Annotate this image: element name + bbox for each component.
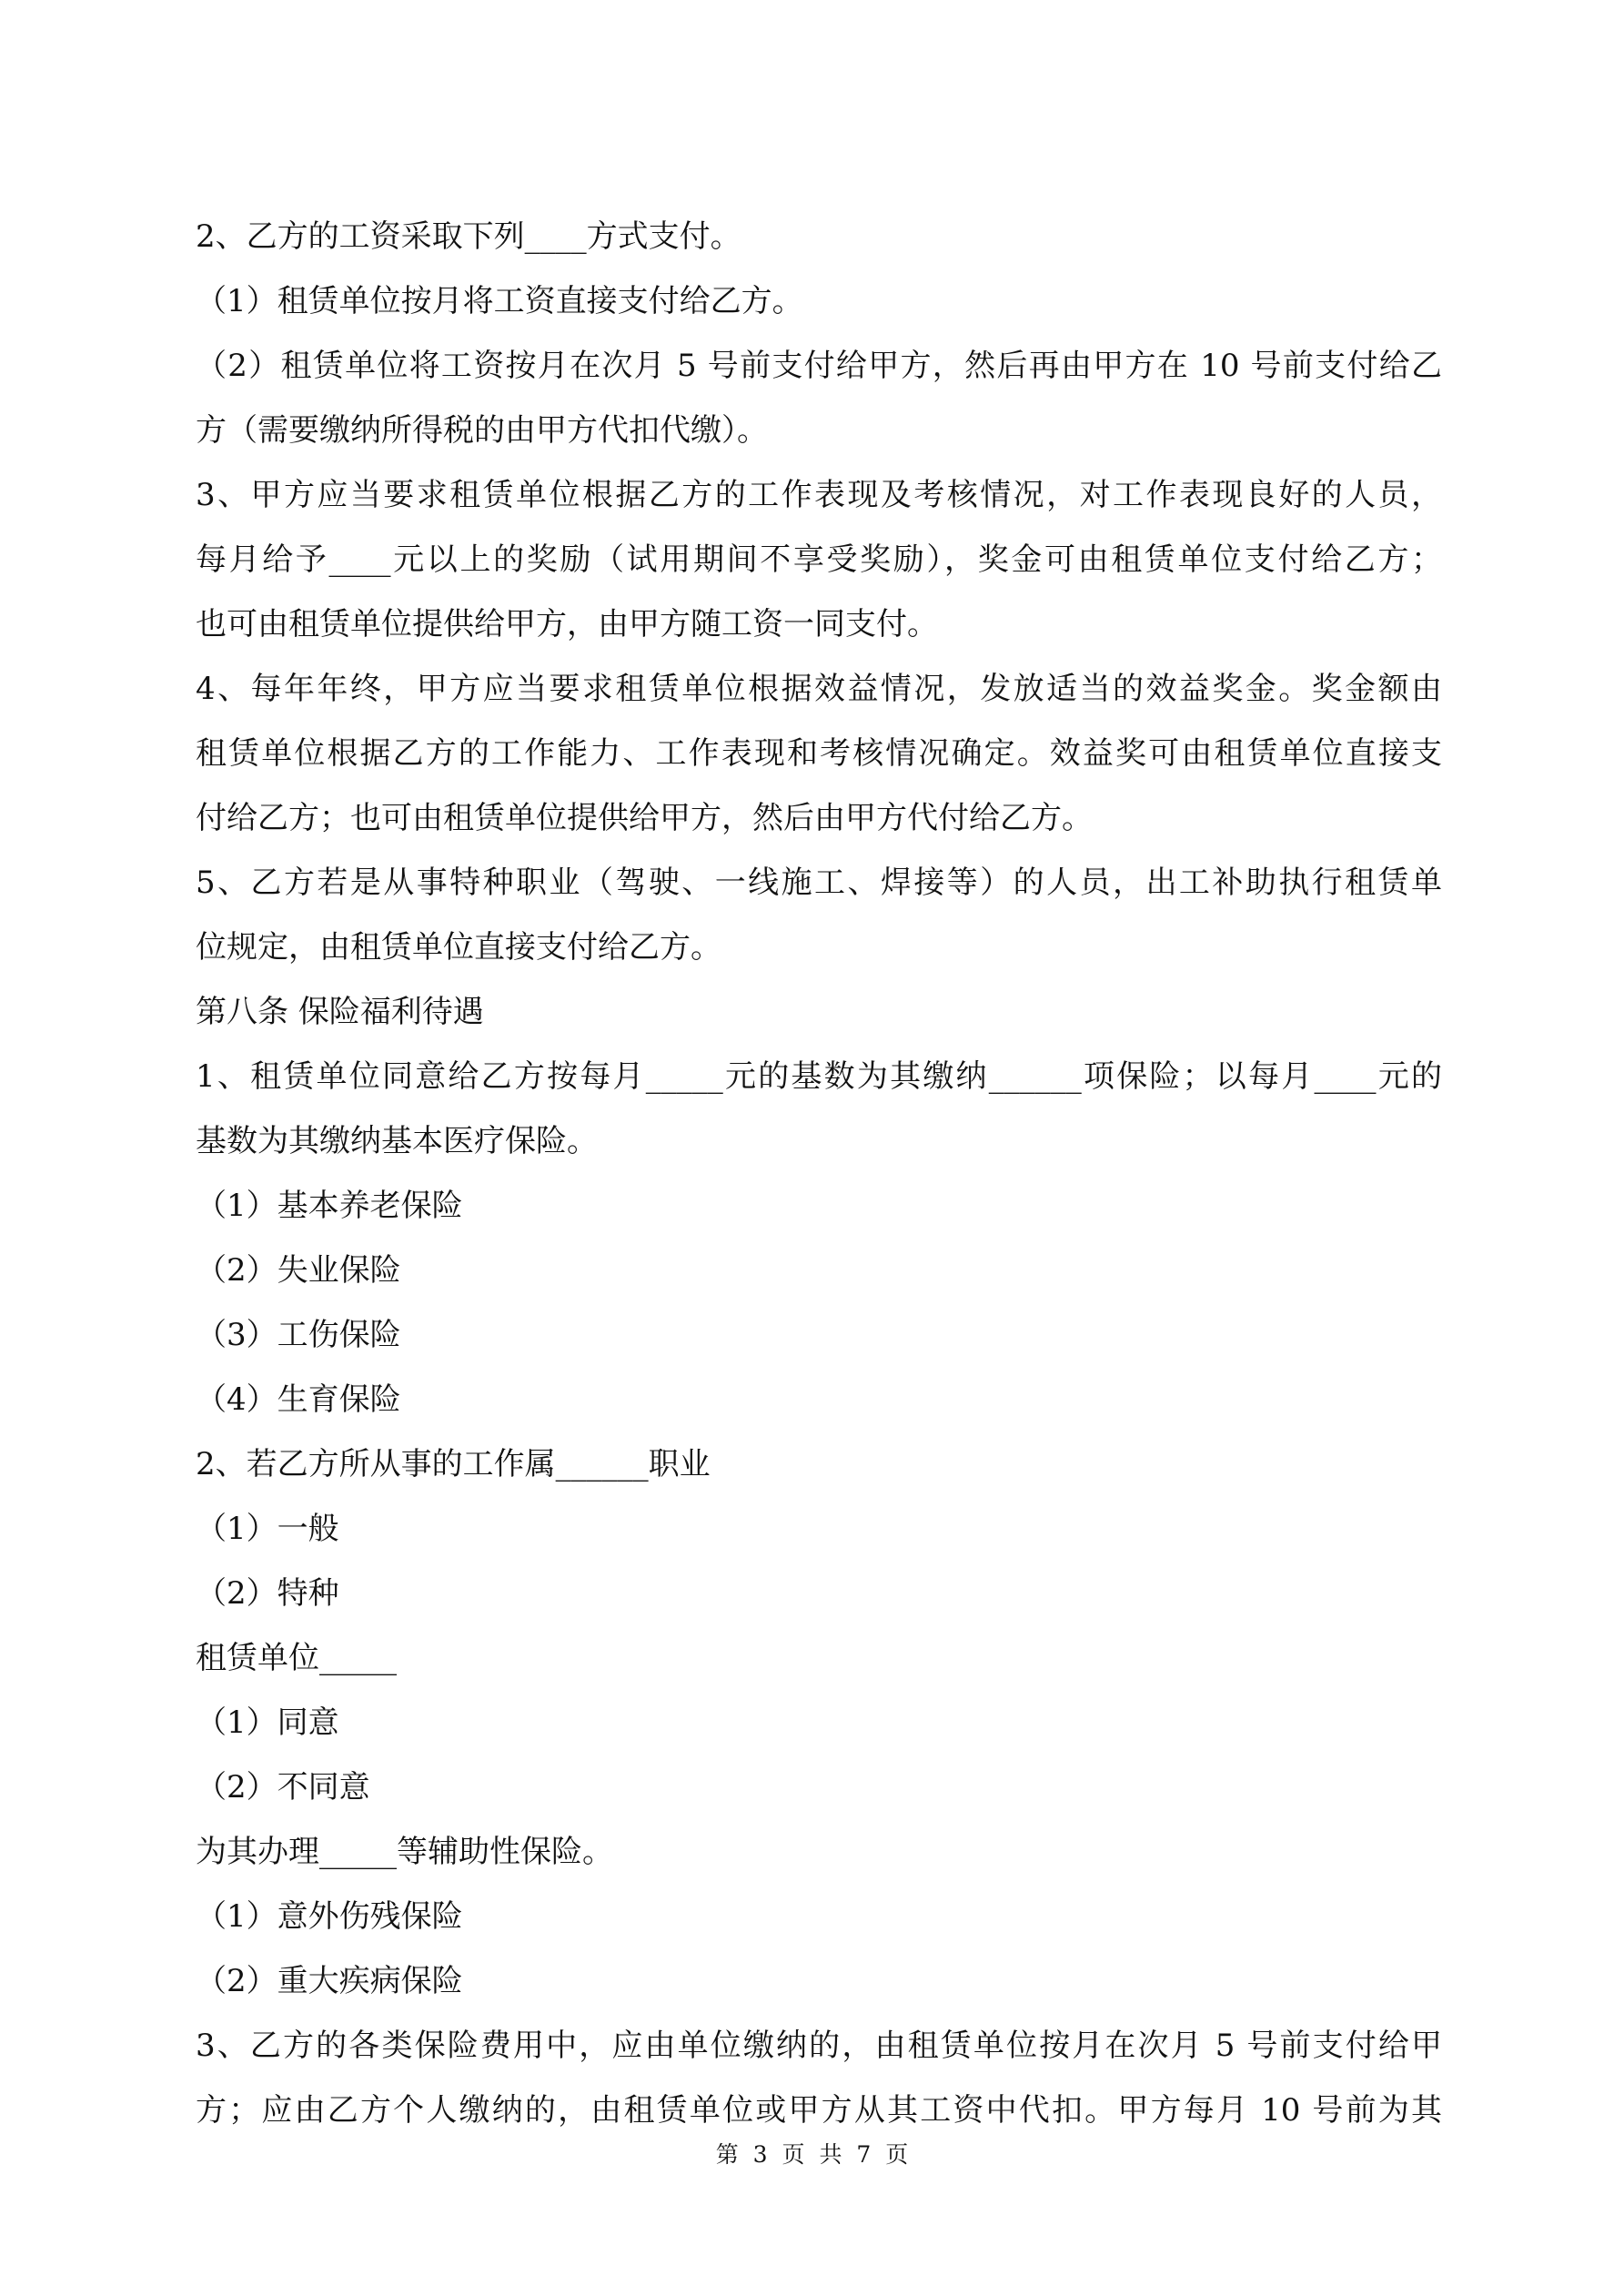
list-item: （2）失业保险 (196, 1252, 401, 1289)
list-item: （2）不同意 (196, 1769, 370, 1805)
list-item: （4）生育保险 (196, 1381, 401, 1418)
text-line: 1、租赁单位同意给乙方按每月_____元的基数为其缴纳______项保险；以每月____元的 (196, 1058, 1442, 1095)
text-line: 租赁单位_____ (196, 1640, 397, 1676)
list-item: （1）意外伤残保险 (196, 1898, 463, 1935)
text-line: 租赁单位根据乙方的工作能力、工作表现和考核情况确定。效益奖可由租赁单位直接支 (196, 735, 1442, 772)
text-line: 3、乙方的各类保险费用中，应由单位缴纳的，由租赁单位按月在次月 5 号前支付给甲 (196, 2028, 1442, 2064)
list-item: （1）同意 (196, 1704, 339, 1741)
text-line: 付给乙方；也可由租赁单位提供给甲方，然后由甲方代付给乙方。 (196, 800, 1093, 836)
text-line: 位规定，由租赁单位直接支付给乙方。 (196, 929, 721, 966)
list-item: （3）工伤保险 (196, 1317, 401, 1353)
text-line: （2）租赁单位将工资按月在次月 5 号前支付给甲方，然后再由甲方在 10 号前支付给乙 (196, 348, 1442, 384)
text-line: 2、若乙方所从事的工作属______职业 (196, 1446, 711, 1482)
text-line: 方；应由乙方个人缴纳的，由租赁单位或甲方从其工资中代扣。甲方每月 10 号前为其 (196, 2092, 1442, 2129)
page-number: 第 3 页 共 7 页 (715, 2141, 909, 2168)
text-line: 也可由租赁单位提供给甲方，由甲方随工资一同支付。 (196, 606, 938, 642)
text-line: （1）租赁单位按月将工资直接支付给乙方。 (196, 283, 803, 319)
text-line: 每月给予____元以上的奖励（试用期间不享受奖励），奖金可由租赁单位支付给乙方； (196, 541, 1442, 578)
list-item: （2）重大疾病保险 (196, 1963, 463, 1999)
text-line: 方（需要缴纳所得税的由甲方代扣代缴）。 (196, 412, 768, 449)
list-item: （1）基本养老保险 (196, 1188, 463, 1224)
text-line: 基数为其缴纳基本医疗保险。 (196, 1123, 598, 1159)
text-line: 2、乙方的工资采取下列____方式支付。 (196, 218, 741, 255)
list-item: （1）一般 (196, 1511, 339, 1547)
document-body (196, 205, 1442, 2143)
text-line: 3、甲方应当要求租赁单位根据乙方的工作表现及考核情况，对工作表现良好的人员， (196, 477, 1442, 513)
text-line: 4、每年年终，甲方应当要求租赁单位根据效益情况，发放适当的效益奖金。奖金额由 (196, 671, 1442, 707)
text-line: 5、乙方若是从事特种职业（驾驶、一线施工、焊接等）的人员，出工补助执行租赁单 (196, 865, 1442, 901)
list-item: （2）特种 (196, 1575, 339, 1612)
section-heading: 第八条 保险福利待遇 (196, 994, 484, 1030)
text-line: 为其办理_____等辅助性保险。 (196, 1834, 613, 1870)
